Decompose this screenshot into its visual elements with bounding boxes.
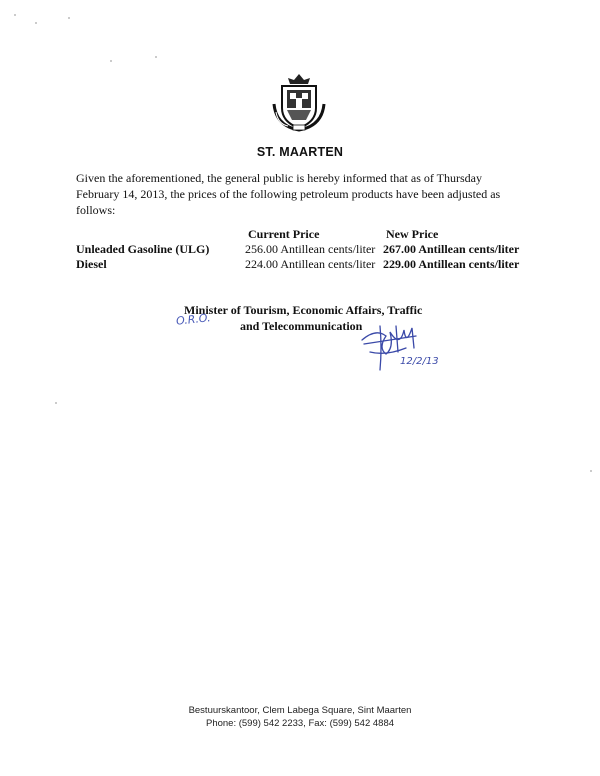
signature-icon bbox=[356, 318, 448, 380]
footer-address: Bestuurskantoor, Clem Labega Square, Sint Maarten bbox=[188, 705, 412, 716]
new-price: 229.00 Antillean cents/liter bbox=[383, 257, 520, 271]
product-name: Unleaded Gasoline (ULG) bbox=[76, 242, 210, 256]
current-price: 256.00 Antillean cents/liter bbox=[245, 242, 376, 256]
product-name: Diesel bbox=[76, 257, 107, 271]
handwritten-note: O.R.O. bbox=[175, 311, 212, 328]
footer bbox=[0, 705, 600, 730]
signatory-title-line1: Minister of Tourism, Economic Affairs, Traffic bbox=[184, 303, 423, 317]
column-header-new-price: New Price bbox=[386, 227, 439, 241]
footer-contact: Phone: (599) 542 2233, Fax: (599) 542 4884 bbox=[205, 717, 395, 729]
signatory-title-line2: and Telecommunication bbox=[240, 319, 363, 333]
intro-paragraph: Given the aforementioned, the general public is hereby informed that as of Thursday February 14, 2013, the prices of the following petroleum products have been adjusted as follows: bbox=[76, 171, 501, 217]
column-header-current-price: Current Price bbox=[248, 227, 320, 241]
svg-text:12/2/13: 12/2/13 bbox=[400, 356, 439, 367]
coat-of-arms-icon bbox=[268, 70, 330, 132]
page-title: ST. MAARTEN bbox=[256, 145, 344, 159]
new-price: 267.00 Antillean cents/liter bbox=[383, 242, 520, 256]
current-price: 224.00 Antillean cents/liter bbox=[245, 257, 376, 271]
